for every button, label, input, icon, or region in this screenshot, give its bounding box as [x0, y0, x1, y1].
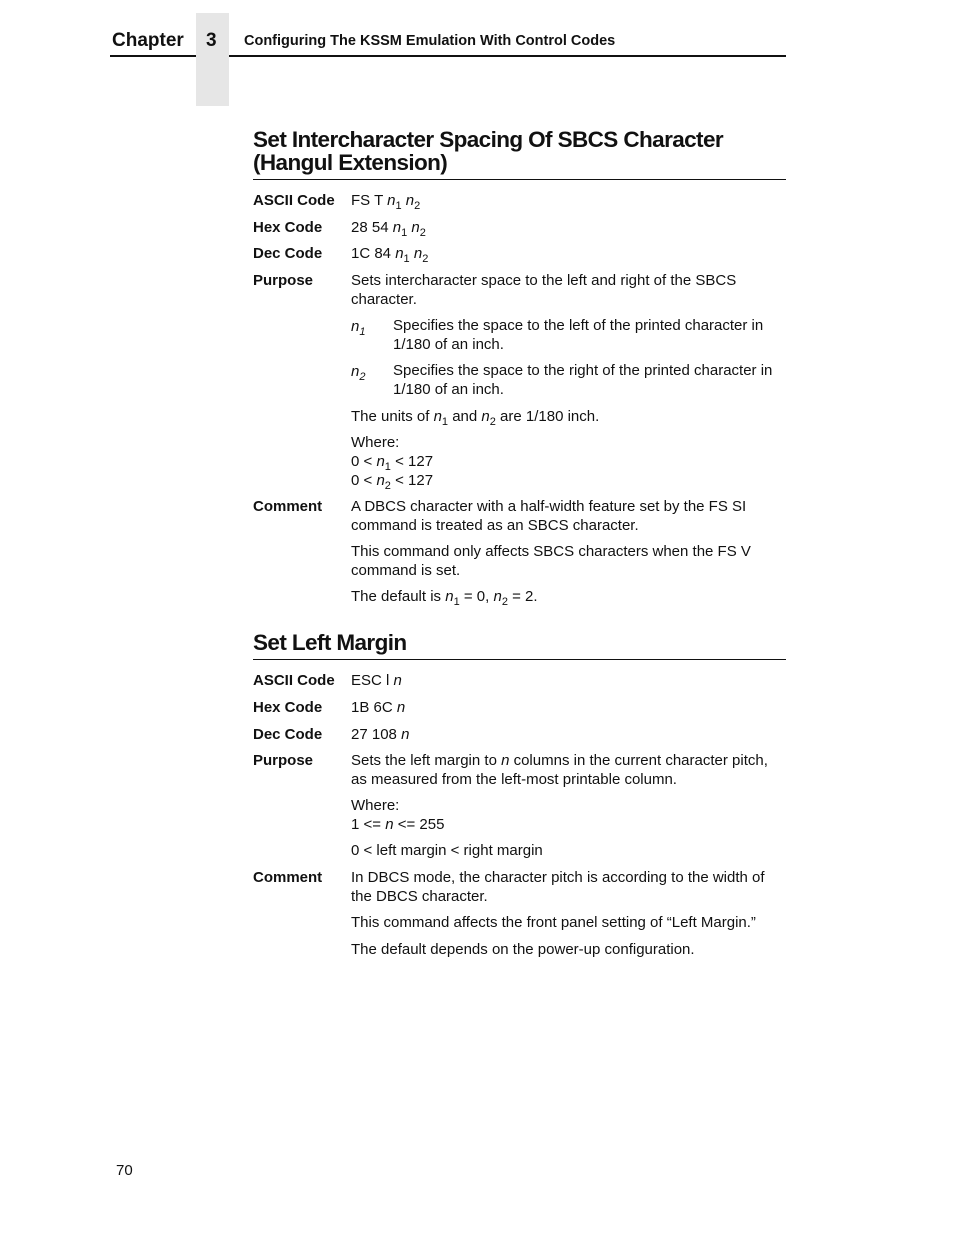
units-text: The units of $n_1$ and $n_2$ are 1/180 inch.: [351, 408, 600, 428]
hex-code-label: Hex Code: [253, 219, 323, 236]
section-title-left-margin: Set Left Margin: [253, 630, 407, 655]
running-header-title: Configuring The KSSM Emulation With Control Codes: [244, 33, 616, 49]
purpose-text: Sets intercharacter space to the left and right of the SBCS character.: [351, 272, 737, 308]
section-title-line: Set Intercharacter Spacing Of SBCS Character: [253, 127, 724, 152]
comment-text-1: In DBCS mode, the character pitch is according to the width of the DBCS character.: [351, 869, 765, 905]
header-rule-left: [110, 55, 196, 57]
comment-text-2: This command affects the front panel setting of “Left Margin.”: [351, 914, 756, 931]
page-number: 70: [116, 1162, 133, 1179]
margin-rule-text: 0 < left margin < right margin: [351, 842, 543, 859]
hex-code-label: Hex Code: [253, 699, 323, 716]
dec-code-label: Dec Code: [253, 245, 323, 262]
header-rule-right: [229, 55, 786, 57]
range-block: Where: 1 <= n <= 255: [351, 797, 445, 833]
chapter-label: Chapter: [112, 30, 184, 51]
param-n2: $n_2$: [351, 363, 366, 383]
dec-code-label: Dec Code: [253, 726, 323, 743]
hex-code-value: 28 54 $n_1$ $n_2$: [351, 219, 426, 239]
range-block: Where: $0 < n_1 < 127$ $0 < n_2 < 127$: [351, 434, 434, 492]
param-n2-description: Specifies the space to the right of the printed character in 1/180 of an inch.: [393, 362, 773, 398]
ascii-code-value: ESC l n: [351, 672, 402, 689]
dec-code-value: 27 108 n: [351, 726, 410, 743]
param-n1-description: Specifies the space to the left of the printed character in 1/180 of an inch.: [393, 317, 764, 353]
purpose-label: Purpose: [253, 752, 314, 769]
dec-code-value: 1C 84 $n_1$ $n_2$: [351, 245, 429, 265]
comment-label: Comment: [253, 498, 323, 515]
default-text: The default is $n_1 = 0$, $n_2 = 2$.: [351, 588, 538, 608]
comment-text-2: This command only affects SBCS characters when the FS V command is set.: [351, 543, 751, 579]
chapter-tab: [196, 13, 229, 106]
section-title-line: (Hangul Extension): [253, 150, 448, 175]
purpose-text: Sets the left margin to n columns in the current character pitch, as measured from the left-most printable column.: [351, 752, 768, 788]
section-rule: [253, 659, 786, 660]
comment-text-1: A DBCS character with a half-width feature set by the FS SI command is treated as an SBCS character.: [351, 498, 747, 534]
ascii-code-label: ASCII Code: [253, 672, 335, 689]
section-title-intercharacter-spacing: [253, 128, 786, 174]
param-n1: $n_1$: [351, 318, 366, 338]
comment-label: Comment: [253, 869, 323, 886]
section-rule: [253, 179, 786, 180]
ascii-code-label: ASCII Code: [253, 192, 335, 209]
purpose-label: Purpose: [253, 272, 314, 289]
comment-text-3: The default depends on the power-up configuration.: [351, 941, 695, 958]
ascii-code-value: FS T $n_1$ $n_2$: [351, 192, 421, 212]
hex-code-value: 1B 6C n: [351, 699, 406, 716]
chapter-number: 3: [206, 30, 217, 51]
